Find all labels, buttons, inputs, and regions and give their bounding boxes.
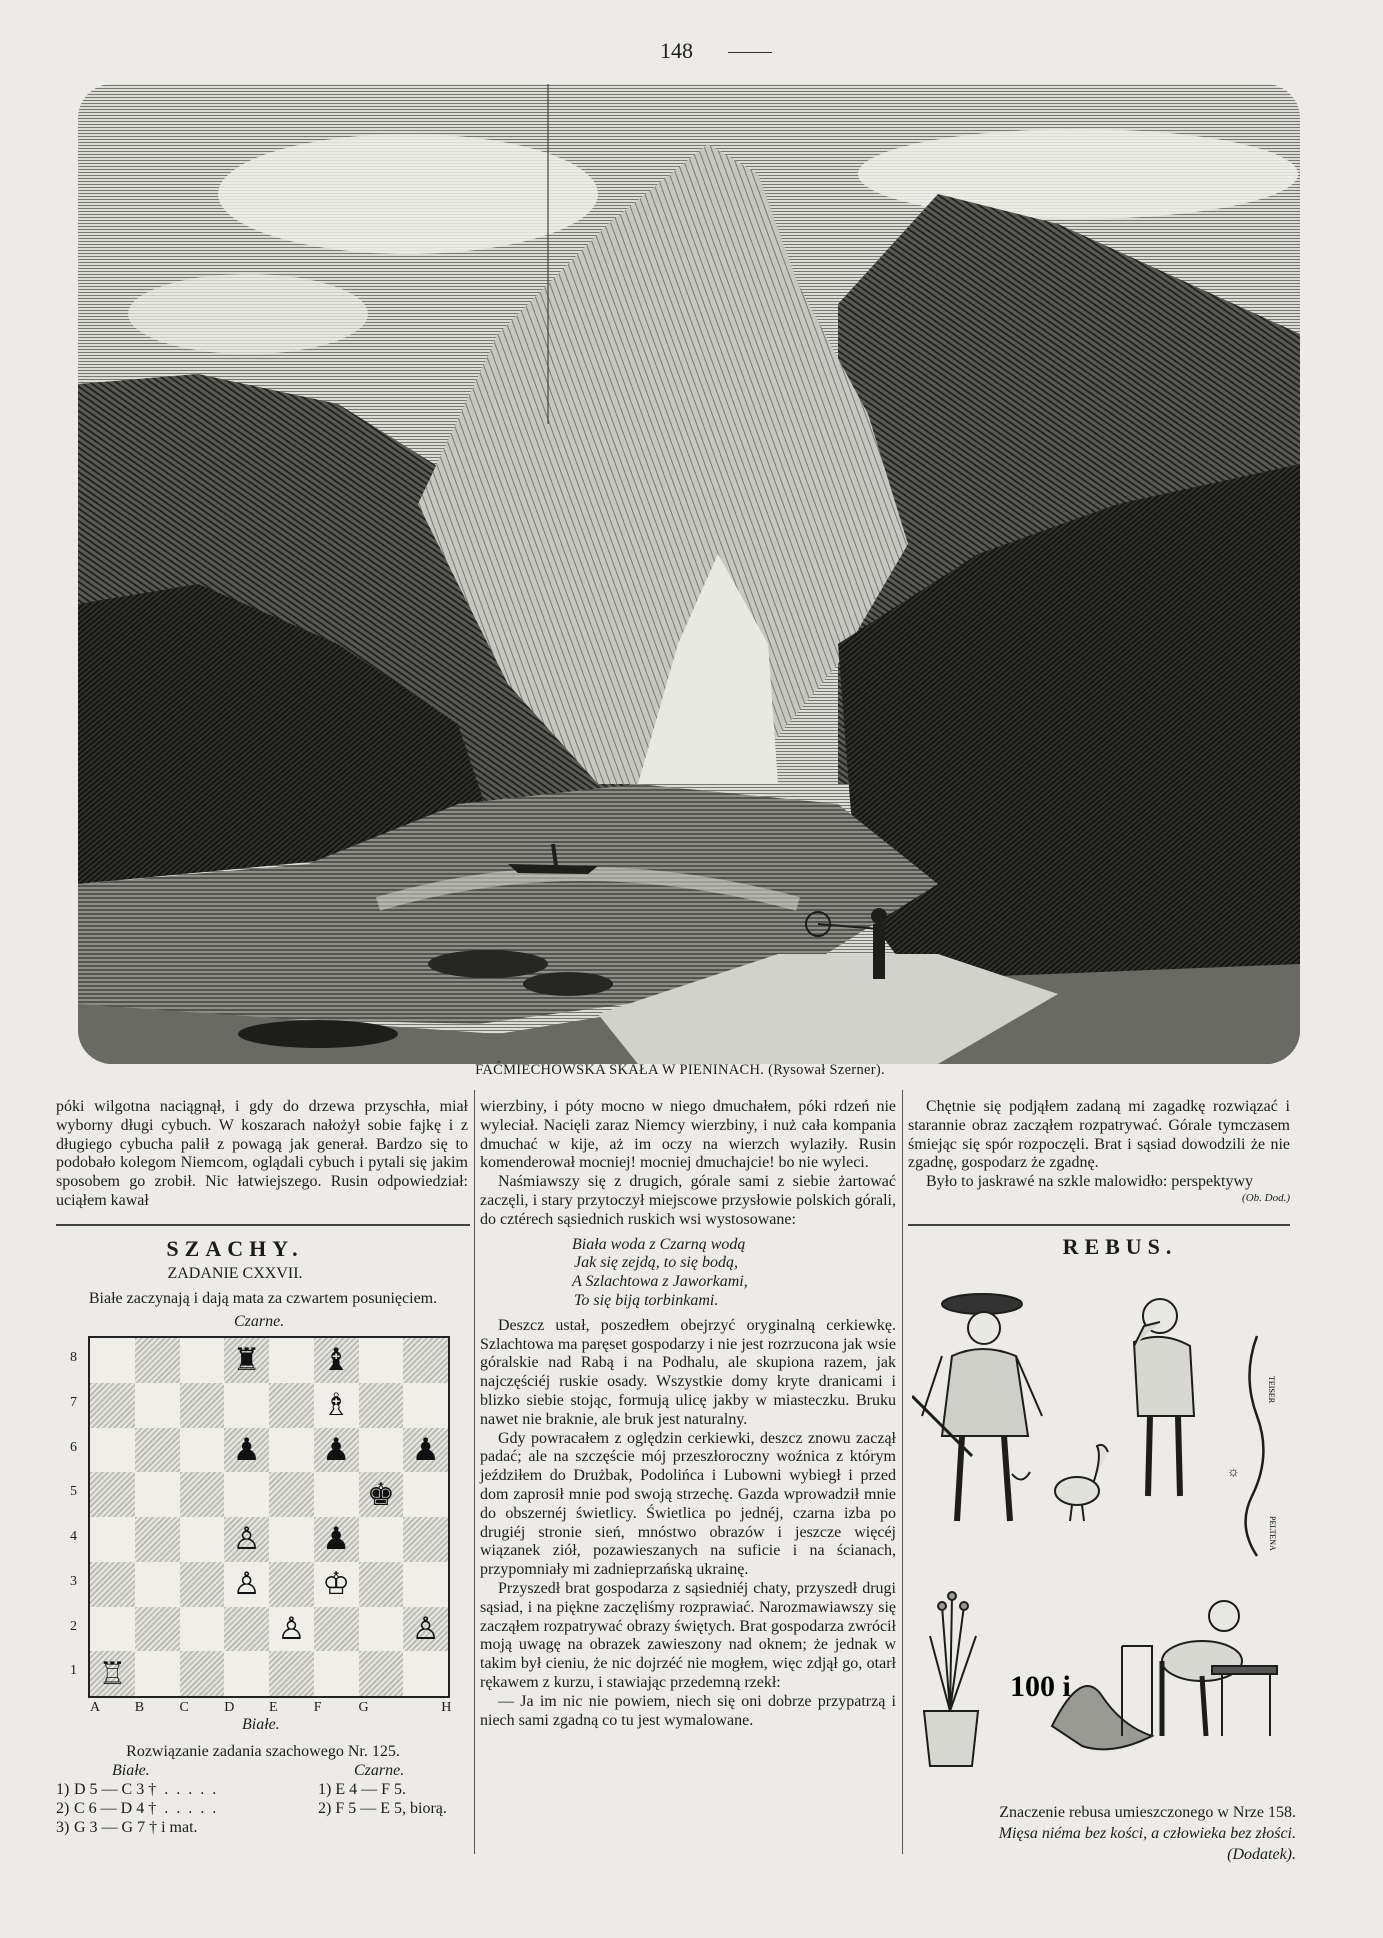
chess-piece: ♙ [277,1610,306,1646]
poem-line: Jak się zejdą, to się bodą, [574,1254,738,1272]
paragraph: Chętnie się podjąłem zadaną mi zagadkę rozwiązać i starannie obraz zacząłem rozpatrywać. Górale tymczasem śmiejąc się spór rozpoczęli. Brat i sąsiad dowodzili że nie zgadnę, gospodarz że zgadnę. [908,1098,1290,1172]
chess-square-g7 [359,1383,404,1428]
section-divider-rebus [908,1224,1290,1226]
chess-square-h5 [403,1472,448,1517]
chess-square-d3 [224,1562,269,1607]
chess-square-d6 [224,1428,269,1473]
chess-square-g5 [359,1472,404,1517]
rank-label: 8 [70,1350,77,1365]
file-label: A [90,1700,101,1715]
chess-square-b3 [135,1562,180,1607]
chess-square-g6 [359,1428,404,1473]
file-label: G [358,1700,369,1715]
chess-square-c1 [180,1651,225,1696]
chess-square-h2 [403,1607,448,1652]
black-move: 1) E 4 — F 5. [318,1781,406,1798]
poem-line: Biała woda z Czarną wodą [572,1235,746,1253]
chess-piece: ♙ [232,1566,261,1602]
column-2-text [480,1098,896,1730]
chess-piece: ♙ [411,1610,440,1646]
rank-label: 1 [70,1663,77,1679]
chess-square-f2 [314,1607,359,1652]
chess-square-g8 [359,1338,404,1383]
rebus-text-100i: 100 i [1010,1670,1071,1703]
paragraph: Deszcz ustał, poszedłem obejrzyć oryginalną cerkiewkę. Szlachtowa ma paręset gospodarzy i nie jest rozrzucona jak wsie góralskie nad Rabą i na Podhalu, ale skupiona razem, jak najczęściéj ruskie osady. Wszystkie domy kryte dranicami i blizko siebie stojąc, formują ulicę jakby w miasteczku. Bruku nawet nie braknie, ale bruk jest naturalny. [480,1316,896,1428]
solution-move-row [56,1818,470,1837]
column-rule-2 [902,1090,903,1854]
chess-square-a7 [90,1383,135,1428]
chess-square-c8 [180,1338,225,1383]
chess-square-e7 [269,1383,314,1428]
cavalier-figure [912,1294,1042,1521]
file-label: B [134,1700,145,1715]
chess-square-f3 [314,1562,359,1607]
hook-figure [1012,1472,1030,1480]
file-label: C [179,1700,189,1715]
column-rule-1 [474,1090,475,1854]
chess-square-d2 [224,1607,269,1652]
footnote: (Ob. Dod.) [1242,1191,1290,1204]
chess-square-b6 [135,1428,180,1473]
chess-square-h3 [403,1562,448,1607]
chess-square-e1 [269,1651,314,1696]
rebus-heading: REBUS. [1062,1234,1178,1259]
black-move: 2) F 5 — E 5, biorą. [318,1800,447,1817]
chess-piece: ♙ [232,1521,261,1557]
chess-square-b1 [135,1651,180,1696]
chess-square-c4 [180,1517,225,1562]
chess-square-h7 [403,1383,448,1428]
rebus-answer-text: Mięsa niéma bez kości, a człowieka bez złości. [998,1825,1296,1842]
chess-square-d4 [224,1517,269,1562]
chess-square-c6 [180,1428,225,1473]
move-number: 1) [56,1781,70,1798]
chess-square-a1 [90,1651,135,1696]
solution-move-row [56,1799,470,1818]
rank-label: 2 [70,1618,77,1634]
rebus-margin-label-2: PELTENA [1268,1516,1277,1551]
rebus-illustration [912,1266,1292,1796]
chess-piece: ♟ [411,1431,440,1467]
poem-line: A Szlachtowa z Jaworkami, [572,1273,748,1291]
chess-square-h6 [403,1428,448,1473]
rebus-answer-source: (Dodatek). [1227,1846,1296,1863]
chess-piece: ♟ [322,1521,351,1557]
chess-piece: ♗ [322,1387,351,1423]
chess-square-e5 [269,1472,314,1517]
white-move: C 6 — D 4 † . . . . . [74,1800,217,1817]
chess-square-a3 [90,1562,135,1607]
rank-label: 7 [70,1394,77,1410]
chess-square-h4 [403,1517,448,1562]
chess-square-e6 [269,1428,314,1473]
chess-square-e3 [269,1562,314,1607]
chess-square-a5 [90,1472,135,1517]
crying-man-figure [1134,1299,1194,1496]
solution-white-label: Białe. [112,1762,150,1779]
column-3-text [908,1098,1290,1205]
column-1-text [56,1098,468,1211]
chess-square-g3 [359,1562,404,1607]
chess-square-c5 [180,1472,225,1517]
file-label: F [313,1700,322,1715]
sun-glyph: ☼ [1227,1465,1240,1480]
chess-square-c3 [180,1562,225,1607]
chess-square-b5 [135,1472,180,1517]
chess-square-b4 [135,1517,180,1562]
chess-black-label: Czarne. [234,1313,285,1330]
illustration-caption: FAĆMIECHOWSKA SKAŁA W PIENINACH. (Rysował Szerner). [475,1062,885,1078]
poem [572,1236,896,1311]
chess-board [88,1336,450,1698]
file-label: E [269,1700,278,1715]
section-divider-chess [56,1224,470,1226]
chess-piece: ♟ [232,1431,261,1467]
rank-label: 5 [70,1484,77,1500]
flower-pot-figure [924,1592,978,1766]
chess-square-a6 [90,1428,135,1473]
chess-solution [56,1742,470,1837]
chess-square-g4 [359,1517,404,1562]
page-number: 148 [660,38,693,63]
paragraph: Przyszedł brat gospodarza z sąsiedniéj chaty, przyszedł drugi sąsiad, i na piękne zaczęliśmy rozprawiać. Narozmawiawszy się zacząłem rozpatrywać obrazy świętych. Brat gospodarza zwrócił moją uwagę na obrazek zawieszony nad oknem; że jednak w takim był cieniu, że nic dojrzéć nie mogłem, więc zdjął go, otarł rękawem z kurzu, i stawiając przedemną rzekł: [480,1579,896,1691]
chess-square-g2 [359,1607,404,1652]
rebus-answer [906,1802,1296,1865]
chess-rank-labels [70,1336,86,1694]
chess-square-f5 [314,1472,359,1517]
chess-square-f7 [314,1383,359,1428]
goose-figure [1055,1445,1108,1521]
chess-square-g1 [359,1651,404,1696]
chess-square-c7 [180,1383,225,1428]
chess-square-d7 [224,1383,269,1428]
solution-title: Rozwiązanie zadania szachowego Nr. 125. [126,1743,400,1760]
solution-moves [56,1780,470,1837]
chess-square-h1 [403,1651,448,1696]
chess-square-d8 [224,1338,269,1383]
rank-label: 4 [70,1529,77,1544]
white-move: G 3 — G 7 † i mat. [74,1819,198,1836]
landscape-engraving [78,84,1300,1064]
chess-piece: ♝ [322,1342,351,1378]
chess-piece: ♟ [322,1431,351,1467]
chess-square-f6 [314,1428,359,1473]
chess-square-a4 [90,1517,135,1562]
paragraph: Gdy powracałem z oględzin cerkiewki, deszcz znowu zaczął padać; ale na szczęście mój przeszłoroczny woźnica z którym jeździłem do Drużbak, Podolińca i Lubowni wybiegł i przed dom zaprosił mnie pod swoją strzechę. Gazda wprowadził mnie do obszernéj świetlicy. Świetlica po jednéj, czarna izba po drugiéj stronie sień, mnóstwo obrazów i jeszcze więcéj wiązanek ziół, pozawieszanych na suficie i na ścianach, przypomniały mi zadnieprzańską ukrainę. [480,1429,896,1579]
paragraph: póki wilgotna naciągnął, i gdy do drzewa przyschła, miał wyborny długi cybuch. W koszarach nałożył sobie fajkę i z długiego cybucha palił z powagą jak generał. Bardzo się to podobało kolegom Niemcom, oglądali cybuch i pytali się jakim sposobem go zrobił. Nic łatwiejszego. Rusin odpowiedział: uciąłem kawał [56,1098,468,1209]
chess-square-b7 [135,1383,180,1428]
rank-label: 6 [70,1439,77,1455]
poem-line: To się biją torbinkami. [574,1291,719,1309]
chess-square-b2 [135,1607,180,1652]
paragraph: Naśmiawszy się z drugich, górale sami z siebie żartować zaczęli, i stary przytoczył miejscowe przysłowie polskich górali, do cztérech sąsiednich ruskich wsi wystosowane: [480,1173,896,1228]
rebus-answer-title: Znaczenie rebusa umieszczonego w Nrze 158. [999,1804,1296,1821]
chess-square-c2 [180,1607,225,1652]
move-number: 2) [56,1800,70,1817]
chess-square-f8 [314,1338,359,1383]
chess-problem-number: ZADANIE CXXVII. [167,1265,303,1282]
chess-instruction: Białe zaczynają i dają mata za czwartem posunięciem. [88,1290,438,1307]
paragraph: Było to jaskrawé na szkle malowidło: perspektywy [926,1173,1254,1191]
move-number: 3) [56,1819,70,1836]
chess-square-a2 [90,1607,135,1652]
solution-black-label: Czarne. [354,1762,405,1779]
page-number-rule [728,52,772,53]
file-label: D [224,1700,235,1715]
chess-square-f4 [314,1517,359,1562]
chess-square-h8 [403,1338,448,1383]
chess-square-a8 [90,1338,135,1383]
rank-label: 3 [70,1573,77,1589]
white-move: D 5 — C 3 † . . . . . [74,1781,217,1798]
file-label: H [441,1700,452,1715]
chess-square-e8 [269,1338,314,1383]
rebus-margin-label-1: TEISER [1267,1376,1276,1404]
chess-square-b8 [135,1338,180,1383]
chess-square-e2 [269,1607,314,1652]
chess-square-f1 [314,1651,359,1696]
chess-piece: ♜ [232,1342,261,1378]
chess-heading: SZACHY. [166,1236,304,1261]
eating-man-figure [1122,1601,1277,1736]
river-figure [1246,1336,1264,1556]
solution-move-row [56,1780,470,1799]
chess-piece: ♖ [98,1655,127,1691]
paragraph: — Ja im nic nie powiem, niech się oni dobrze przypatrzą i niech sami zgadną co tu jest wymalowane. [480,1692,896,1729]
chess-white-label: Białe. [242,1716,280,1733]
chess-piece: ♚ [366,1476,395,1512]
chess-square-d5 [224,1472,269,1517]
chess-square-d1 [224,1651,269,1696]
chess-square-e4 [269,1517,314,1562]
chess-piece: ♔ [322,1566,351,1602]
paragraph: wierzbiny, i póty mocno w niego dmuchałem, póki rdzeń nie wyleciał. Nacięli zaraz Niemcy wierzbiny, i nuż cała kompania dmuchać w kije, aż im oczy na wierzch wylaziły. Rusin komenderował mocniej! mocniej dmuchajcie! bo nie wyleci. [480,1098,896,1172]
